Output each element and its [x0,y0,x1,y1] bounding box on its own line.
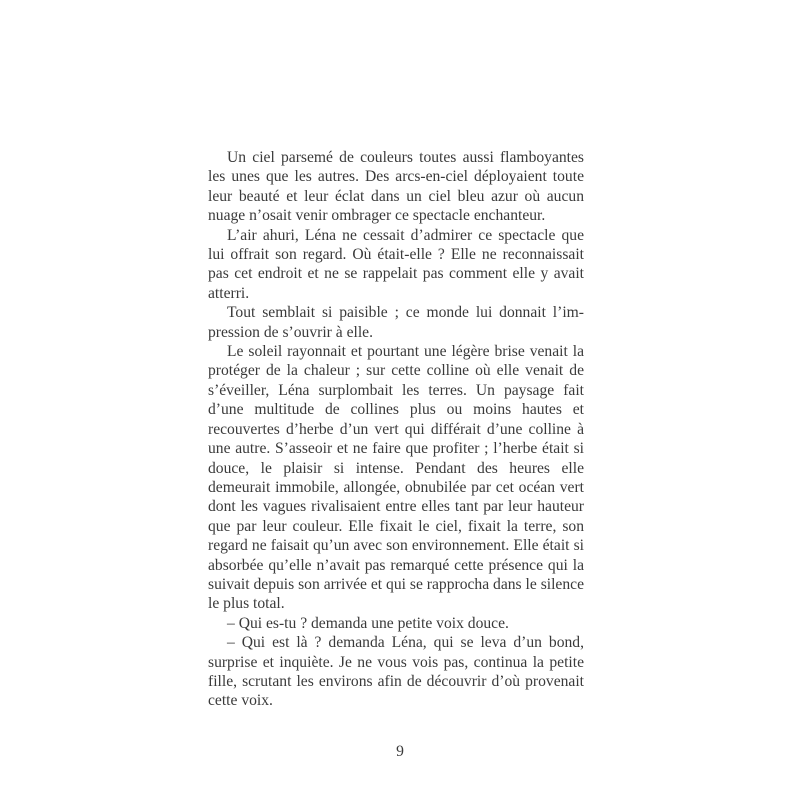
paragraph-4: Le soleil rayonnait et pourtant une légère brise venait la protéger de la chaleur ; sur cette colline où elle venait de s’éveiller, Léna surplombait les terres. Un paysage fait d’une multitude de collines plus ou moins hautes et recouvertes d’herbe d’un vert qui différait d’une colline à une autre. S’asseoir et ne faire que profiter ; l’herbe était si douce, le plaisir si intense. Pendant des heures elle demeurait immobile, allongée, obnubilée par cet océan vert dont les vagues rivalisaient entre elles tant par leur hauteur que par leur couleur. Elle fixait le ciel, fixait la terre, son regard ne faisait qu’un avec son environnement. Elle était si absorbée qu’elle n’avait pas remarqué cette présence qui la suivait depuis son arrivée et qui se rapprocha dans le silence le plus total. [208,343,584,613]
paragraph-2: L’air ahuri, Léna ne cessait d’admirer ce spectacle que lui offrait son regard. Où était-elle ? Elle ne reconnaissait pas cet endroit et ne se rappelait pas comment elle y avait atterri. [208,226,584,302]
paragraph-3: Tout semblait si paisible ; ce monde lui donnait l’impression de s’ouvrir à elle. [208,304,584,341]
paragraph-1: Un ciel parsemé de couleurs toutes aussi flamboyantes les unes que les autres. Des arcs-en-ciel déployaient toute leur beauté et leur éclat dans un ciel bleu azur où aucun nuage n’osait venir ombrager ce spectacle enchanteur. [208,149,584,225]
page-number: 9 [396,743,404,760]
dialogue-line-1: – Qui es-tu ? demanda une petite voix douce. [227,614,509,632]
dialogue-line-2: – Qui est là ? demanda Léna, qui se leva d’un bond, surprise et inquiète. Je ne vous vois pas, continua la petite fille, scrutant les environs afin de découvrir d’où provenait cette voix. [208,634,584,710]
body-text [208,148,584,711]
